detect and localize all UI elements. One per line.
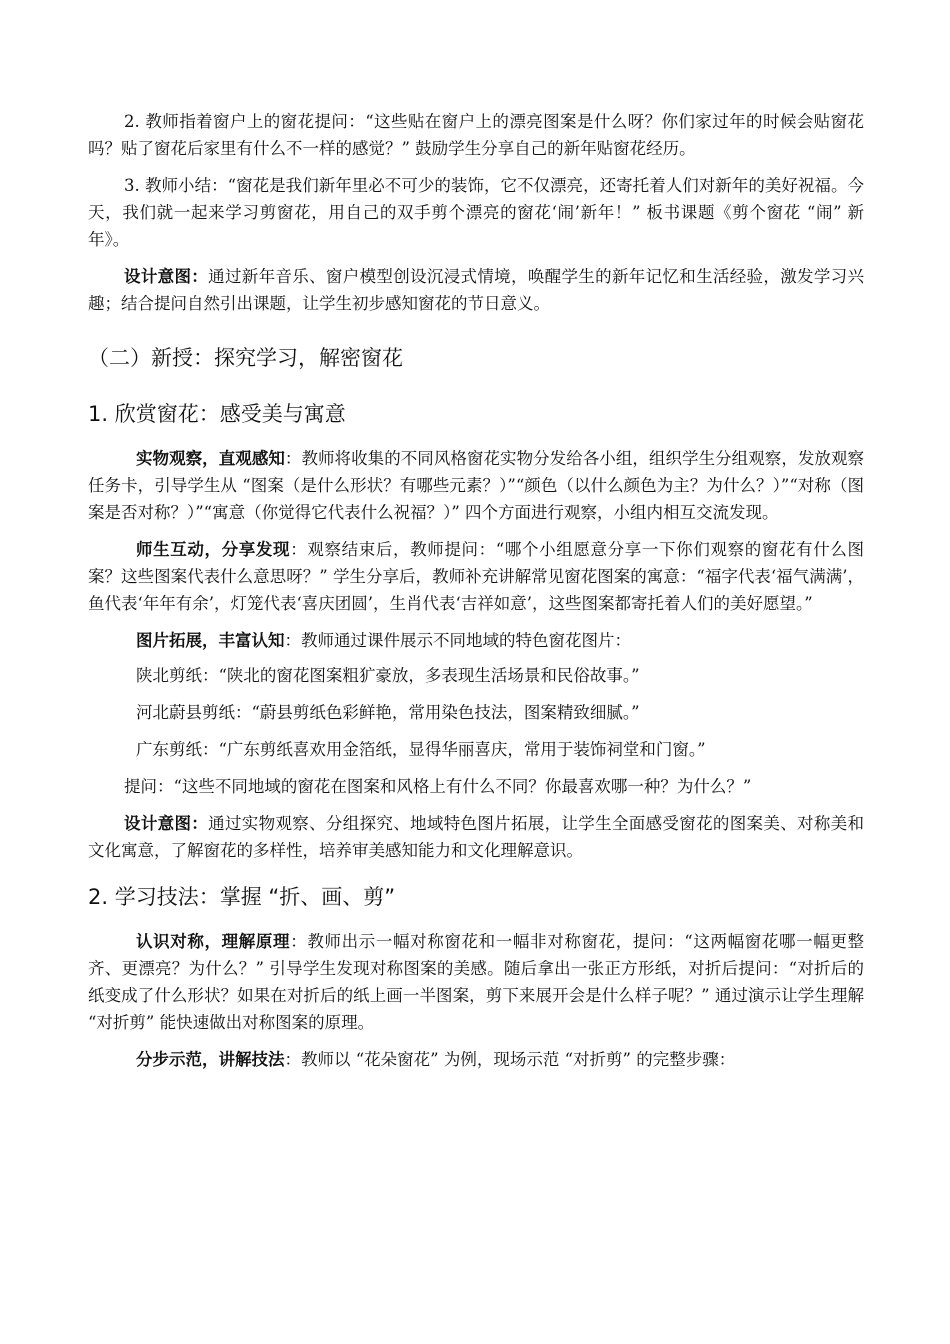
paragraph-question: 提问：“这些不同地域的窗花在图案和风格上有什么不同？你最喜欢哪一种？为什么？” bbox=[124, 777, 752, 796]
document-page bbox=[88, 108, 864, 1083]
picture-expansion-text: ：教师通过课件展示不同地域的特色窗花图片： bbox=[284, 631, 631, 650]
sharing-text: ：观察结束后，教师提问：“哪个小组愿意分享一下你们观察的窗花有什么图案？这些图案代表什么意思呀？” 学生分享后，教师补充讲解常见窗花图案的寓意：“福字代表‘福气满满’，鱼代表‘年年有余’，灯笼代表‘喜庆团圆’，生肖代表‘吉祥如意’，这些图案都寄托着人们的美好愿望。” bbox=[88, 540, 865, 613]
paragraph-design-intent-2 bbox=[88, 810, 864, 864]
paragraph-sharing bbox=[88, 536, 864, 617]
section-title-new-lesson: （二）新授：探究学习，解密窗花 bbox=[88, 346, 403, 370]
observation-text: ：教师将收集的不同风格窗花实物分发给各小组，组织学生分组观察，发放观察任务卡，引导学生从 “图案（是什么形状？有哪些元素？）”“颜色（以什么颜色为主？为什么？）”“对称（图案是否对称？）”“寓意（你觉得它代表什么祝福？）” 四个方面进行观察，小组内相互交流发现。 bbox=[88, 449, 865, 522]
design-intent-text: 通过新年音乐、窗户模型创设沉浸式情境，唤醒学生的新年记忆和生活经验，激发学习兴趣；结合提问自然引出课题，让学生初步感知窗花的节日意义。 bbox=[88, 267, 865, 313]
symmetry-label: 认识对称，理解原理 bbox=[136, 932, 291, 951]
paragraph-observation bbox=[88, 445, 864, 526]
demonstration-text: ：教师以 “花朵窗花” 为例，现场示范 “对折剪” 的完整步骤： bbox=[284, 1050, 736, 1069]
region-item-shaanbei: 陕北剪纸：“陕北的窗花图案粗犷豪放，多表现生活场景和民俗故事。” bbox=[136, 666, 640, 685]
region-item-guangdong: 广东剪纸：“广东剪纸喜欢用金箔纸，显得华丽喜庆，常用于装饰祠堂和门窗。” bbox=[136, 740, 706, 759]
paragraph-picture-expansion bbox=[88, 627, 864, 654]
paragraph-teacher-question: 2. 教师指着窗户上的窗花提问：“这些贴在窗户上的漂亮图案是什么呀？你们家过年的时候会贴窗花吗？贴了窗花后家里有什么不一样的感觉？” 鼓励学生分享自己的新年贴窗花经历。 bbox=[88, 112, 864, 158]
paragraph-demonstration bbox=[88, 1046, 864, 1073]
paragraph-design-intent-1 bbox=[88, 263, 864, 317]
paragraph-symmetry bbox=[88, 928, 864, 1036]
design-intent-label: 设计意图： bbox=[124, 814, 209, 833]
subsection-title-appreciate: 1. 欣赏窗花：感受美与寓意 bbox=[88, 402, 346, 426]
picture-expansion-label: 图片拓展，丰富认知 bbox=[136, 631, 285, 650]
demonstration-label: 分步示范，讲解技法 bbox=[136, 1050, 285, 1069]
subsection-title-techniques: 2. 学习技法：掌握 “折、画、剪” bbox=[88, 885, 396, 909]
sharing-label: 师生互动，分享发现 bbox=[136, 540, 291, 559]
observation-label: 实物观察，直观感知 bbox=[136, 449, 285, 468]
symmetry-text: ：教师出示一幅对称窗花和一幅非对称窗花，提问：“这两幅窗花哪一幅更整齐、更漂亮？为什么？” 引导学生发现对称图案的美感。随后拿出一张正方形纸，对折后提问：“对折后的纸变成了什么形状？如果在对折后的纸上画一半图案，剪下来展开会是什么样子呢？” 通过演示让学生理解 “对折剪” 能快速做出对称图案的原理。 bbox=[88, 932, 865, 1032]
design-intent-text: 通过实物观察、分组探究、地域特色图片拓展，让学生全面感受窗花的图案美、对称美和文化寓意，了解窗花的多样性，培养审美感知能力和文化理解意识。 bbox=[88, 814, 865, 860]
design-intent-label: 设计意图： bbox=[124, 267, 209, 286]
region-item-weixian: 河北蔚县剪纸：“蔚县剪纸色彩鲜艳，常用染色技法，图案精致细腻。” bbox=[136, 703, 640, 722]
paragraph-teacher-summary: 3. 教师小结：“窗花是我们新年里必不可少的装饰，它不仅漂亮，还寄托着人们对新年的美好祝福。今天，我们就一起来学习剪窗花，用自己的双手剪个漂亮的窗花‘闹’新年！” 板书课题《剪个窗花 “闹” 新年》。 bbox=[88, 176, 864, 249]
